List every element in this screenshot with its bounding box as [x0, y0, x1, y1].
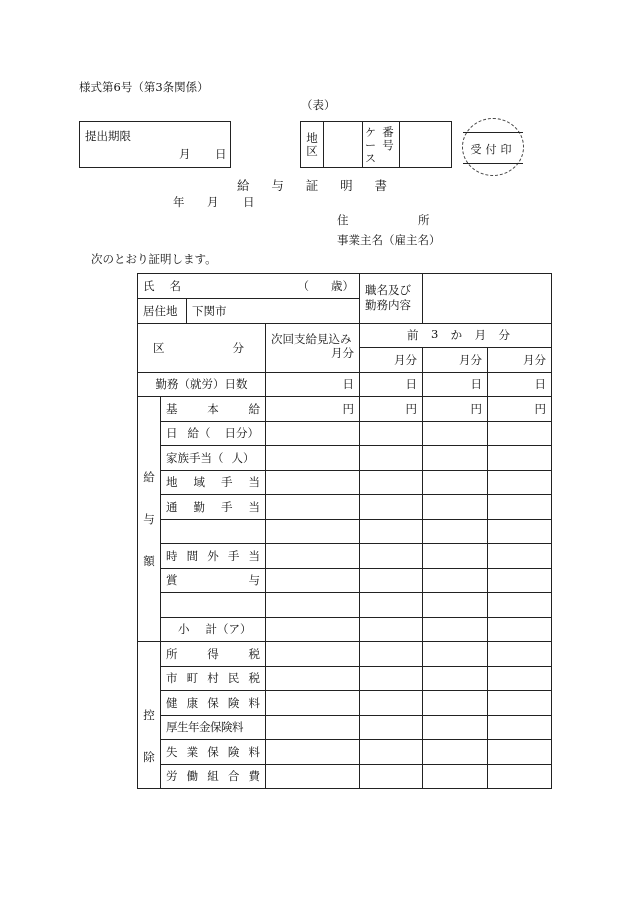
next-payment-header: 次回支給見込み 月分 — [266, 323, 360, 372]
age-suffix: 歳） — [331, 278, 355, 293]
family-allowance-label: 家族手当（ 人） — [161, 446, 266, 471]
regional-allowance-label: 地 域 手 当 — [161, 470, 266, 495]
district-label: 地区 — [306, 131, 318, 158]
income-tax-label: 所 得 税 — [161, 642, 266, 667]
title-char: 証 — [305, 178, 319, 193]
title-char: 書 — [374, 178, 387, 193]
side-label: （表） — [301, 98, 336, 112]
resident-tax-label: 市 町 村 民 税 — [161, 666, 266, 691]
month1-unit: 月分 — [360, 348, 423, 373]
residence-value: 下関市 — [192, 303, 227, 318]
case-label-col1: ケース — [365, 126, 376, 165]
name-label: 氏 名 — [143, 278, 181, 293]
form-number: 様式第6号（第3条関係） — [79, 80, 209, 94]
prev3-header: 前 3 か 月 分 — [360, 323, 552, 348]
blank-item — [161, 519, 266, 544]
residence-cell — [138, 298, 360, 323]
date-day: 日 — [243, 195, 255, 209]
title-char: 明 — [340, 178, 353, 193]
day-unit: 日 — [488, 372, 552, 397]
employer-label: 事業主名（雇主名） — [337, 233, 441, 247]
reception-stamp — [462, 118, 524, 176]
title-char: 給 — [237, 178, 250, 193]
stamp-label: 受付印 — [470, 143, 516, 156]
title-char: 与 — [271, 178, 284, 193]
residence-label: 居住地 — [138, 299, 187, 323]
deadline-label: 提出期限 — [85, 129, 131, 143]
age-paren: （ — [297, 278, 310, 293]
blank-item — [161, 593, 266, 618]
month3-unit: 月分 — [488, 348, 552, 373]
yen-unit: 円 — [266, 397, 360, 422]
overtime-allowance-label: 時 間 外 手 当 — [161, 544, 266, 569]
day-unit: 日 — [360, 372, 423, 397]
job-value — [423, 274, 552, 324]
salary-table — [137, 273, 552, 789]
office-use-box — [300, 121, 452, 168]
date-month: 月 — [207, 195, 219, 209]
day-unit: 日 — [266, 372, 360, 397]
address-label-2: 所 — [418, 213, 430, 227]
health-insurance-label: 健 康 保 険 料 — [161, 691, 266, 716]
deduction-group-label: 控 除 — [138, 642, 161, 789]
subtotal-label: 小 計（ア） — [161, 617, 266, 642]
intro-text: 次のとおり証明します。 — [91, 252, 217, 266]
work-days-label: 勤務（就労）日数 — [138, 372, 266, 397]
deadline-day: 日 — [215, 147, 227, 161]
case-number-label-2: 番号 — [382, 125, 394, 152]
yen-unit: 円 — [488, 397, 552, 422]
document-title — [237, 180, 387, 193]
date-year: 年 — [173, 195, 185, 209]
name-cell — [138, 274, 360, 299]
address-label-1: 住 — [337, 213, 349, 227]
unemployment-insurance-label: 失 業 保 険 料 — [161, 740, 266, 765]
yen-unit: 円 — [360, 397, 423, 422]
basic-pay-label: 基 本 給 — [161, 397, 266, 422]
deadline-month: 月 — [179, 147, 191, 161]
daily-pay-label: 日 給（ 日分） — [161, 421, 266, 446]
pension-insurance-label: 厚生年金保険料 — [161, 715, 266, 740]
category-label: 区 分 — [138, 323, 266, 372]
union-fee-label: 労 働 組 合 費 — [161, 764, 266, 789]
deadline-box — [79, 121, 231, 168]
day-unit: 日 — [423, 372, 488, 397]
yen-unit: 円 — [423, 397, 488, 422]
month2-unit: 月分 — [423, 348, 488, 373]
salary-group-label: 給 与 額 — [138, 397, 161, 642]
job-label: 職名及び勤務内容 — [360, 274, 423, 324]
bonus-label: 賞 与 — [161, 568, 266, 593]
commute-allowance-label: 通 勤 手 当 — [161, 495, 266, 520]
